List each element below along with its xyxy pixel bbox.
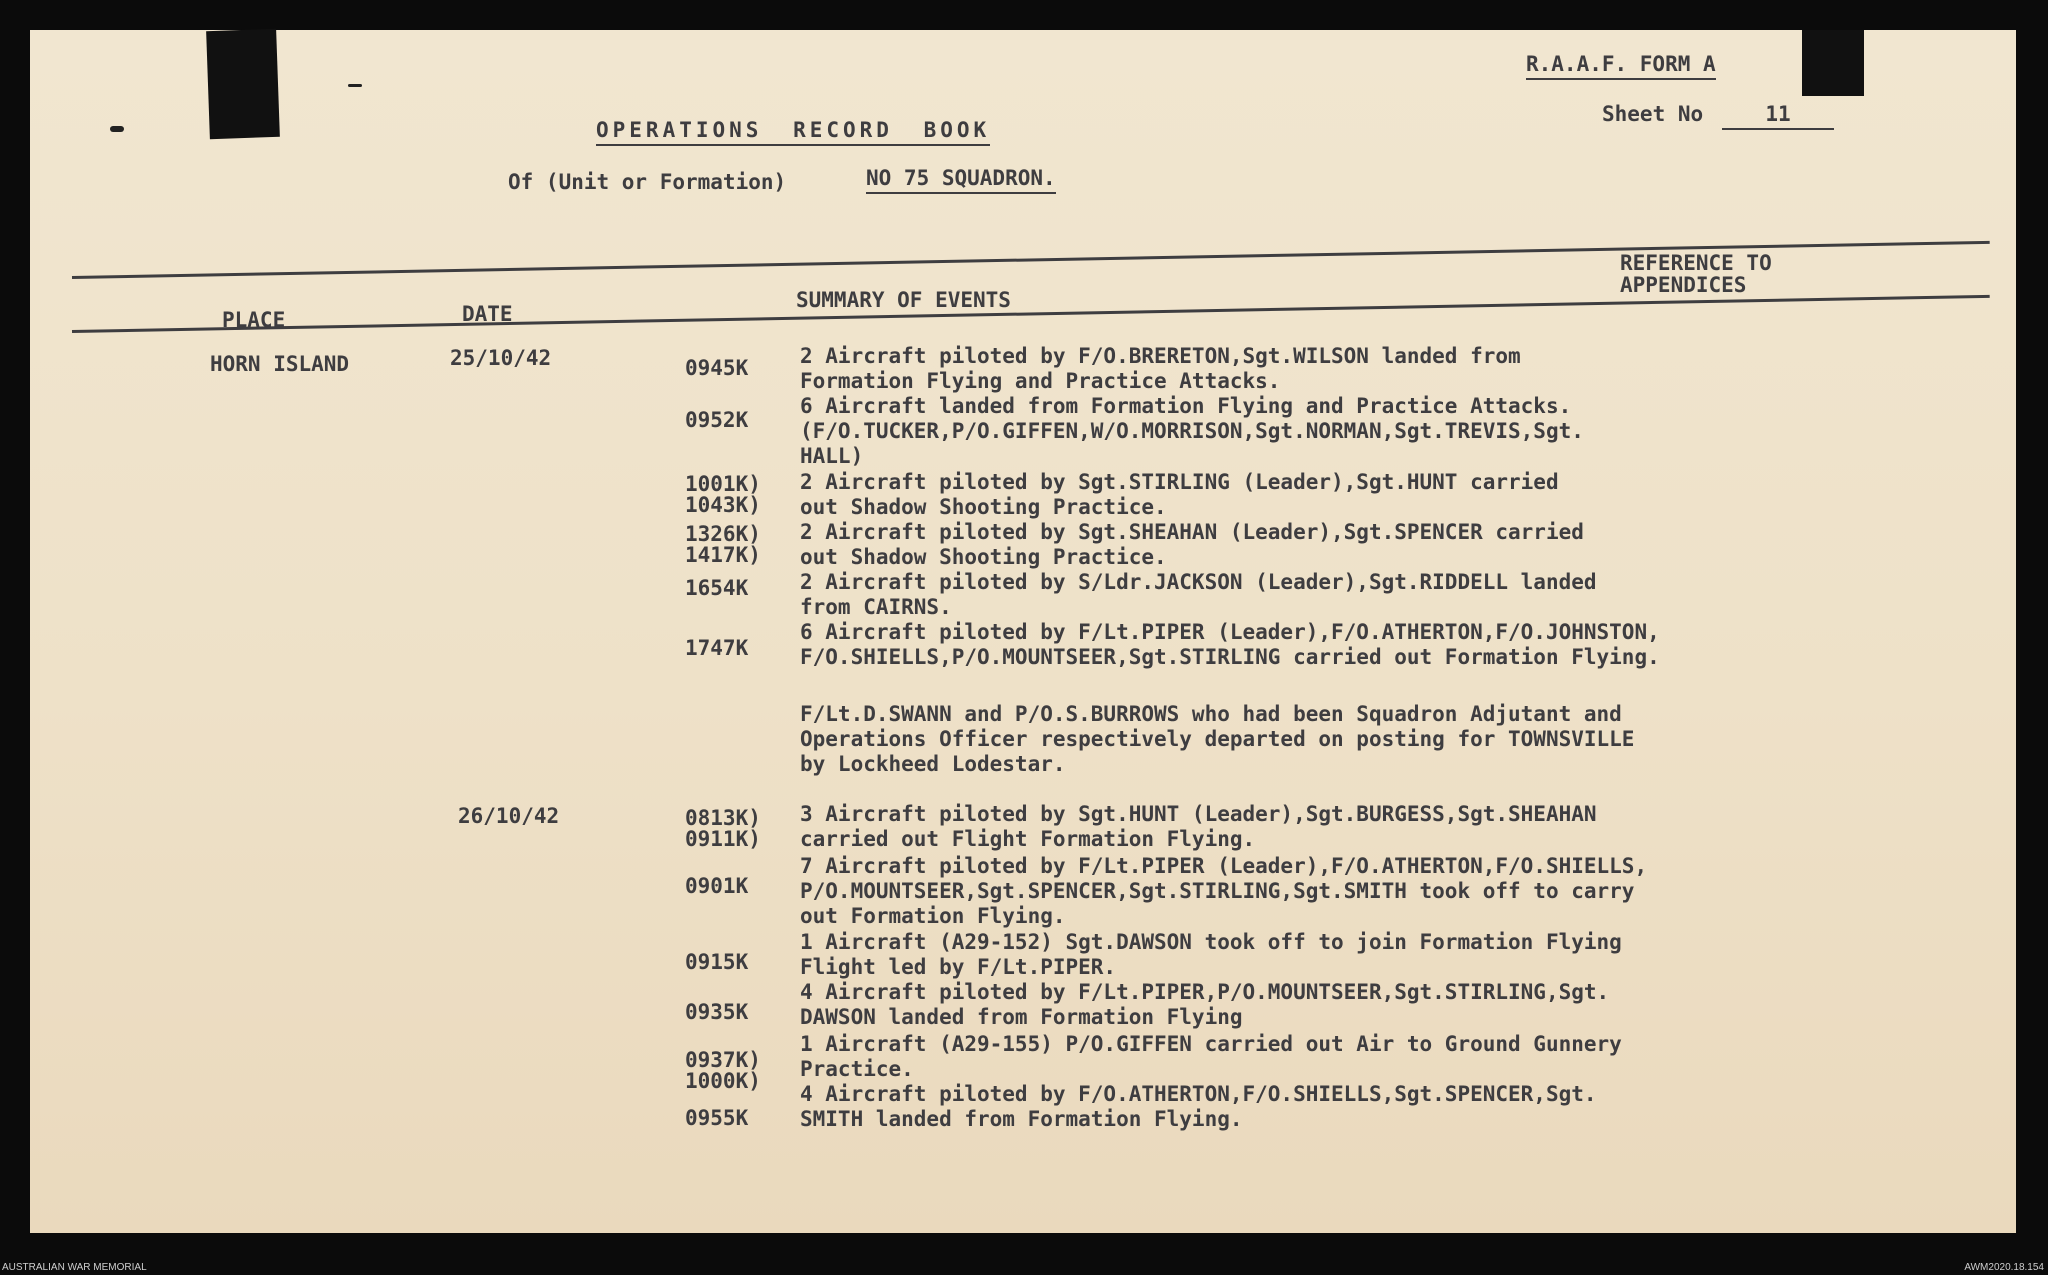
entry-time: 0813K) 0911K)	[685, 806, 761, 851]
record-sheet	[30, 30, 2016, 1233]
entry-summary: 6 Aircraft landed from Formation Flying and Practice Attacks. (F/O.TUCKER,P/O.GIFFEN,W/O.MORRISON,Sgt.NORMAN,Sgt.TREVIS,Sgt. HALL)	[800, 394, 1584, 468]
entry-summary: 2 Aircraft piloted by Sgt.SHEAHAN (Leader),Sgt.SPENCER carried out Shadow Shooting Practice.	[800, 520, 1584, 569]
place-value: HORN ISLAND	[210, 352, 350, 376]
column-header-summary: SUMMARY OF EVENTS	[796, 288, 1011, 312]
entry-time: 0935K	[685, 1000, 749, 1024]
entry-time: 0945K	[685, 356, 749, 380]
date-value: 25/10/42	[450, 346, 552, 370]
entry-summary: 3 Aircraft piloted by Sgt.HUNT (Leader),Sgt.BURGESS,Sgt.SHEAHAN carried out Flight Formation Flying.	[800, 802, 1597, 851]
date-value: 26/10/42	[458, 804, 560, 828]
entry-summary: 2 Aircraft piloted by Sgt.STIRLING (Leader),Sgt.HUNT carried out Shadow Shooting Practice.	[800, 470, 1559, 519]
entry-time: 1747K	[685, 636, 749, 660]
column-header-date: DATE	[462, 302, 513, 326]
archive-reference: AWM2020.18.154	[1964, 1262, 2044, 1273]
entry-time: 0901K	[685, 874, 749, 898]
entry-summary: F/Lt.D.SWANN and P/O.S.BURROWS who had been Squadron Adjutant and Operations Officer respectively departed on posting for TOWNSVILLE by Lockheed Lodestar.	[800, 702, 1635, 776]
entry-summary: 6 Aircraft piloted by F/Lt.PIPER (Leader),F/O.ATHERTON,F/O.JOHNSTON, F/O.SHIELLS,P/O.MOUNTSEER,Sgt.STIRLING carried out Formation Flying.	[800, 620, 1660, 669]
unit-name: NO 75 SQUADRON.	[866, 166, 1056, 194]
entry-summary: 7 Aircraft piloted by F/Lt.PIPER (Leader),F/O.ATHERTON,F/O.SHIELLS, P/O.MOUNTSEER,Sgt.SPENCER,Sgt.STIRLING,Sgt.SMITH took off to carry out Formation Flying.	[800, 854, 1648, 928]
unit-prefix: Of (Unit or Formation)	[508, 170, 787, 194]
ink-mark	[110, 126, 124, 132]
entry-summary: 2 Aircraft piloted by F/O.BRERETON,Sgt.WILSON landed from Formation Flying and Practice Attacks.	[800, 344, 1521, 393]
entry-time: 0952K	[685, 408, 749, 432]
entry-summary: 1 Aircraft (A29-155) P/O.GIFFEN carried out Air to Ground Gunnery Practice.	[800, 1032, 1622, 1081]
entry-time: 0955K	[685, 1106, 749, 1130]
column-header-place: PLACE	[222, 308, 286, 332]
header-rule-bottom	[72, 295, 1990, 333]
ink-mark	[348, 84, 362, 87]
entry-time: 0915K	[685, 950, 749, 974]
column-header-reference: REFERENCE TO APPENDICES	[1620, 251, 1772, 297]
entry-time: 1654K	[685, 576, 749, 600]
entry-summary: 2 Aircraft piloted by S/Ldr.JACKSON (Leader),Sgt.RIDDELL landed from CAIRNS.	[800, 570, 1597, 619]
tape-strip-left	[206, 29, 280, 139]
entry-time: 0937K) 1000K)	[685, 1048, 761, 1093]
sheet-number-value: 11	[1765, 102, 1791, 126]
entry-summary: 4 Aircraft piloted by F/Lt.PIPER,P/O.MOUNTSEER,Sgt.STIRLING,Sgt. DAWSON landed from Formation Flying	[800, 980, 1610, 1029]
form-label: R.A.A.F. FORM A	[1526, 52, 1716, 80]
page-title: OPERATIONS RECORD BOOK	[596, 118, 990, 146]
entry-summary: 1 Aircraft (A29-152) Sgt.DAWSON took off to join Formation Flying Flight led by F/Lt.PIPER.	[800, 930, 1622, 979]
entry-time: 1001K) 1043K)	[685, 472, 761, 517]
sheet-label: Sheet No	[1602, 102, 1704, 126]
entry-summary: 4 Aircraft piloted by F/O.ATHERTON,F/O.SHIELLS,Sgt.SPENCER,Sgt. SMITH landed from Formation Flying.	[800, 1082, 1597, 1131]
tape-strip-right	[1802, 30, 1864, 96]
entry-time: 1326K) 1417K)	[685, 522, 761, 567]
archive-credit: AUSTRALIAN WAR MEMORIAL	[2, 1262, 147, 1273]
sheet-number	[1722, 102, 1834, 130]
